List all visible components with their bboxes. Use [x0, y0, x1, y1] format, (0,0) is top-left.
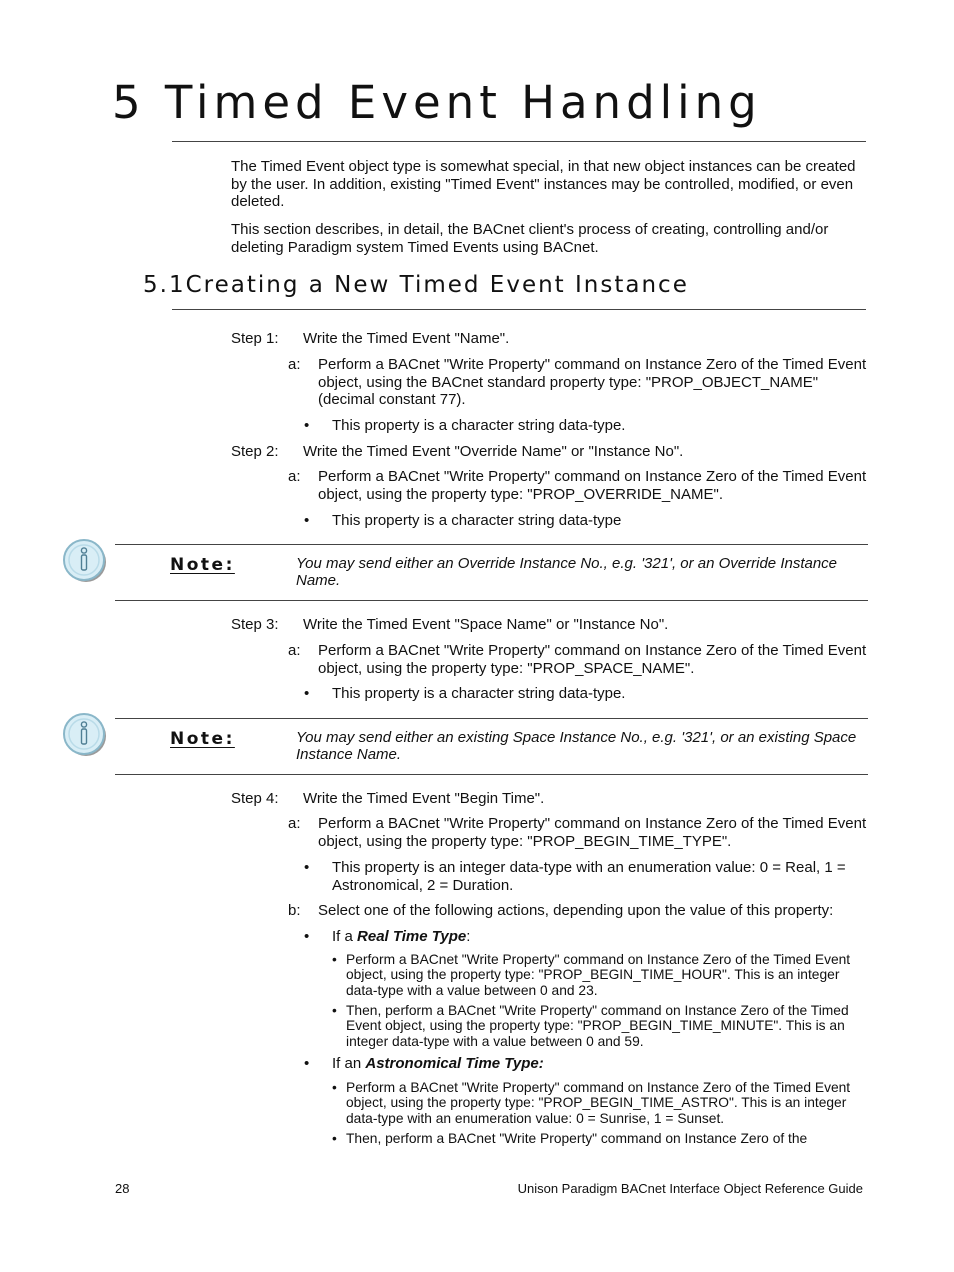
note-2-text: You may send either an existing Space Instance No., e.g. '321', or an existing Space Instance Name. [296, 729, 857, 763]
step-2-substep-a [288, 468, 868, 503]
section-rule [172, 309, 866, 310]
item-text: Then, perform a BACnet "Write Property" command on Instance Zero of the [346, 1131, 808, 1146]
step-1 [231, 330, 509, 348]
bullet-dot: • [332, 1131, 337, 1146]
note-2-label: Note: [170, 729, 235, 749]
step-3-substep-a [288, 642, 868, 677]
substep-letter: a: [288, 642, 301, 659]
bullet-dot: • [304, 512, 310, 529]
step-text: Write the Timed Event "Name". [303, 330, 510, 347]
item-text: Perform a BACnet "Write Property" command on Instance Zero of the Timed Event object, using the property type: "PROP_BEGIN_TIME_HOUR". This is an integer data-type with a value between 0 and 23. [346, 952, 851, 998]
chapter-rule [172, 141, 866, 142]
item-text: Perform a BACnet "Write Property" command on Instance Zero of the Timed Event object, using the property type: "PROP_BEGIN_TIME_ASTRO". This is an integer data-type with an enumeration value: 0 = Sunrise, 1 = Sunset. [346, 1080, 851, 1126]
note-1-top-rule [115, 544, 868, 545]
real-time-item-1 [332, 952, 868, 998]
note-1-info-icon [62, 538, 108, 584]
bullet-dot: • [332, 1080, 337, 1095]
bullet-text: This property is a character string data-type. [332, 685, 626, 702]
substep-letter: a: [288, 815, 301, 832]
bullet-dot: • [304, 928, 310, 945]
step-3-bullet [304, 685, 868, 703]
note-2-top-rule [115, 718, 868, 719]
step-3 [231, 616, 668, 634]
step-text: Write the Timed Event "Begin Time". [303, 790, 545, 807]
step-label: Step 1: [231, 330, 279, 347]
bullet-text: This property is a character string data-type [332, 512, 622, 529]
substep-letter: a: [288, 356, 301, 373]
step-text: Write the Timed Event "Override Name" or "Instance No". [303, 443, 684, 460]
section-title: 5.1Creating a New Timed Event Instance [143, 272, 689, 298]
bullet-dot: • [304, 859, 310, 876]
astro-time-item-2 [332, 1131, 868, 1146]
substep-letter: a: [288, 468, 301, 485]
step-4-bullet [304, 859, 868, 894]
item-text: Then, perform a BACnet "Write Property" command on Instance Zero of the Timed Event object, using the property type: "PROP_BEGIN_TIME_MINUTE". This is an integer data-type with a value between 0 and 59. [346, 1003, 849, 1049]
astro-time-item-1 [332, 1080, 868, 1126]
page-number: 28 [115, 1181, 130, 1196]
bullet-text: This property is a character string data-type. [332, 417, 626, 434]
step-label: Step 4: [231, 790, 279, 807]
step-text: Write the Timed Event "Space Name" or "Instance No". [303, 616, 669, 633]
bullet-prefix: If an [332, 1055, 366, 1072]
bullet-prefix: If a [332, 928, 358, 945]
step-label: Step 2: [231, 443, 279, 460]
bullet-dot: • [304, 417, 310, 434]
intro-paragraph-1: The Timed Event object type is somewhat special, in that new object instances can be created by the user. In addition, existing "Timed Event" instances may be controlled, modified, or even deleted. [231, 158, 856, 210]
substep-letter: b: [288, 902, 301, 919]
info-icon [62, 538, 108, 584]
substep-text: Perform a BACnet "Write Property" command on Instance Zero of the Timed Event object, using the property type: "PROP_OVERRIDE_NAME". [318, 468, 867, 503]
note-1-label: Note: [170, 555, 235, 575]
note-2-info-icon [62, 712, 108, 758]
info-icon [62, 712, 108, 758]
real-time-type-term: Real Time Type [357, 928, 467, 945]
step-2 [231, 443, 683, 461]
bullet-suffix: : [466, 928, 471, 945]
real-time-item-2 [332, 1003, 868, 1049]
substep-text: Perform a BACnet "Write Property" command on Instance Zero of the Timed Event object, using the property type: "PROP_SPACE_NAME". [318, 642, 867, 677]
step-label: Step 3: [231, 616, 279, 633]
intro-paragraph-2: This section describes, in detail, the BACnet client's process of creating, controlling and/or deleting Paradigm system Timed Events using BACnet. [231, 221, 829, 256]
note-1-text: You may send either an Override Instance No., e.g. '321', or an Override Instance Name. [296, 555, 838, 589]
step-2-bullet [304, 512, 868, 530]
astronomical-time-type-bullet [304, 1055, 868, 1073]
bullet-dot: • [332, 1003, 337, 1018]
footer-doc-title: Unison Paradigm BACnet Interface Object Reference Guide [517, 1181, 863, 1196]
chapter-title: 5 Timed Event Handling [112, 76, 762, 129]
step-1-bullet [304, 417, 868, 435]
substep-text: Select one of the following actions, depending upon the value of this property: [318, 902, 834, 919]
bullet-dot: • [332, 952, 337, 967]
astronomical-time-type-term: Astronomical Time Type: [365, 1055, 544, 1072]
substep-text: Perform a BACnet "Write Property" command on Instance Zero of the Timed Event object, using the BACnet standard property type: "PROP_OBJECT_NAME" (decimal constant 77). [318, 356, 867, 408]
step-4-substep-a [288, 815, 868, 850]
step-4 [231, 790, 544, 808]
bullet-dot: • [304, 685, 310, 702]
step-4-substep-b [288, 902, 870, 920]
step-1-substep-a [288, 356, 868, 409]
real-time-type-bullet [304, 928, 868, 946]
bullet-dot: • [304, 1055, 310, 1072]
note-1-bottom-rule [115, 600, 868, 601]
note-2-bottom-rule [115, 774, 868, 775]
bullet-text: This property is an integer data-type with an enumeration value: 0 = Real, 1 = Astronomical, 2 = Duration. [332, 859, 846, 894]
substep-text: Perform a BACnet "Write Property" command on Instance Zero of the Timed Event object, using the property type: "PROP_BEGIN_TIME_TYPE". [318, 815, 867, 850]
